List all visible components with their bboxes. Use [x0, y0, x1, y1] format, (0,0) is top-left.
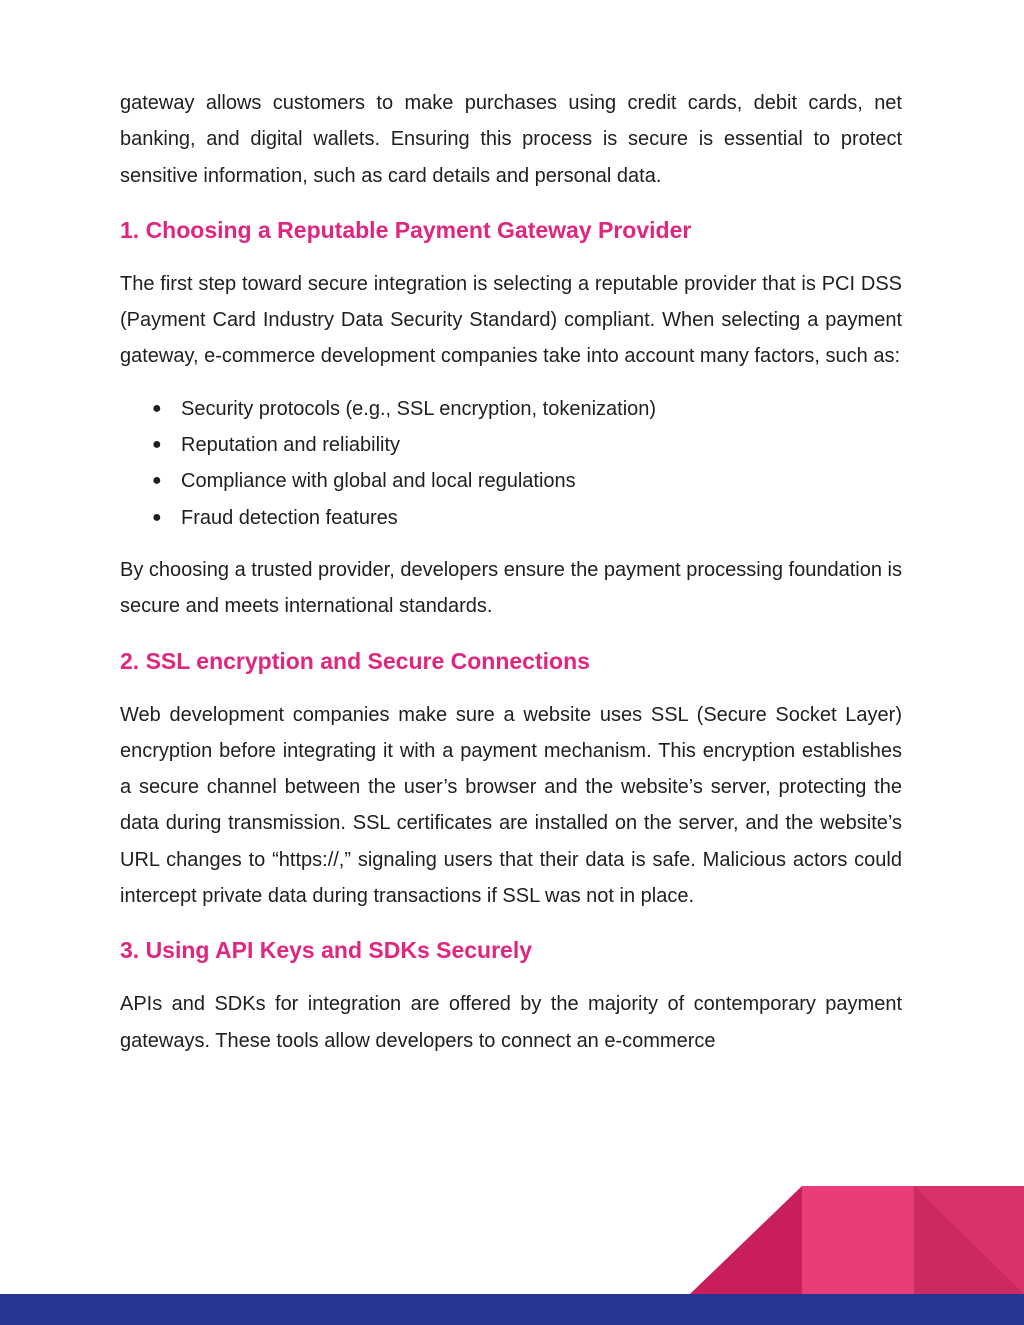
footer-bar: [0, 1294, 1024, 1325]
bullet-icon: ●: [152, 436, 162, 454]
list-item-text: Reputation and reliability: [181, 434, 401, 457]
section-2-paragraph: Web development companies make sure a website uses SSL (Secure Socket Layer) encryption before integrating it with a payment mechanism. This encryption establishes a secure channel between the user’s browser and the website’s server, protecting the data during transmission. SSL certificates are installed on the server, and the website’s URL changes to “https://,” signaling users that their data is safe. Malicious actors could intercept private data during transactions if SSL was not in place.: [120, 703, 902, 908]
list-item-text: Security protocols (e.g., SSL encryption, tokenization): [181, 397, 657, 420]
section-1-closing: By choosing a trusted provider, developers ensure the payment processing foundation is secure and meets international standards.: [120, 558, 902, 618]
list-item-text: Fraud detection features: [181, 506, 398, 529]
bullet-icon: ●: [152, 472, 162, 490]
bullet-icon: ●: [152, 399, 162, 417]
deco-triangle-left: [690, 1186, 802, 1294]
intro-paragraph: gateway allows customers to make purchases using credit cards, debit cards, net banking, and digital wallets. Ensuring this process is secure is essential to protect sensitive information, such as card details and personal data.: [120, 92, 902, 187]
section-1-heading: 1. Choosing a Reputable Payment Gateway Provider: [120, 216, 692, 243]
list-item-text: Compliance with global and local regulations: [181, 470, 576, 493]
section-1-paragraph: The first step toward secure integration is selecting a reputable provider that is PCI DSS (Payment Card Industry Data Security Standard) compliant. When selecting a payment gateway, e-commerce development companies take into account many factors, such as:: [120, 272, 902, 368]
deco-square-middle: [802, 1186, 914, 1294]
bullet-icon: ●: [152, 508, 162, 526]
section-3-paragraph: APIs and SDKs for integration are offered by the majority of contemporary payment gateways. These tools allow developers to connect an e-commerce: [120, 993, 902, 1052]
section-2-heading: 2. SSL encryption and Secure Connections: [120, 647, 590, 674]
section-3-heading: 3. Using API Keys and SDKs Securely: [120, 937, 533, 964]
